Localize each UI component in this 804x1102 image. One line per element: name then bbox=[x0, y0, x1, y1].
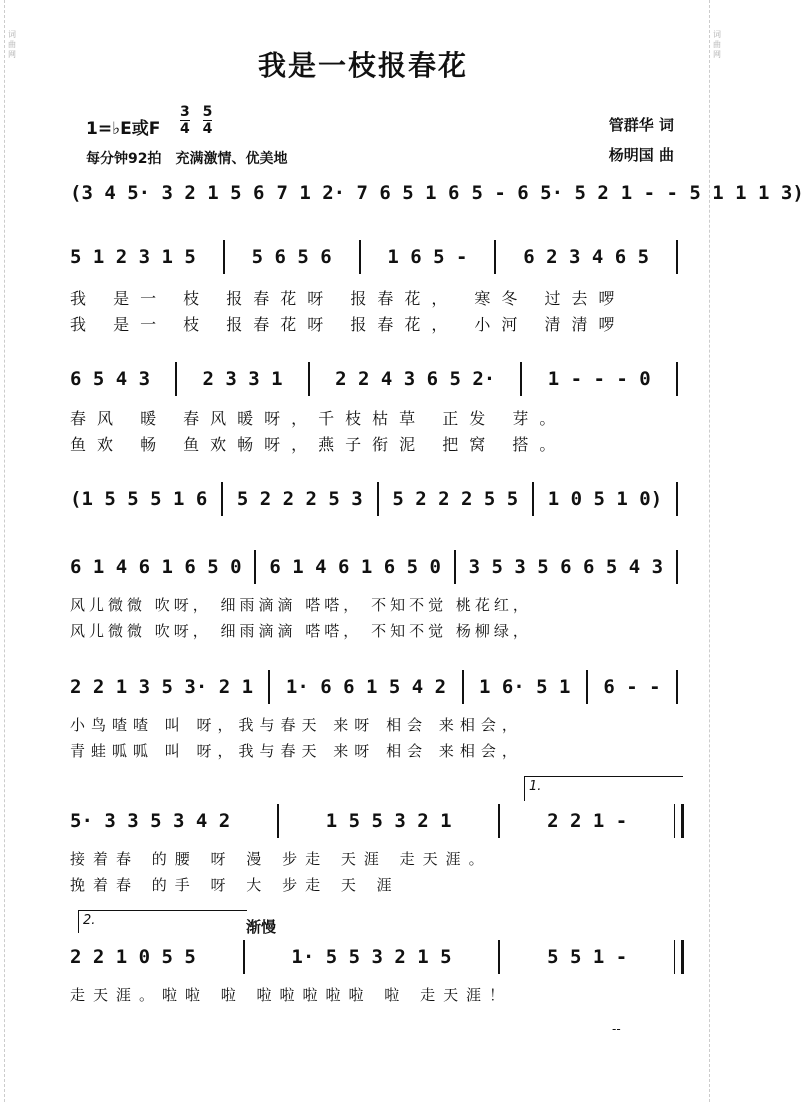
barline bbox=[254, 550, 256, 584]
ritardando-marking: 渐慢 bbox=[246, 918, 277, 936]
lyrics-row-3-verse-2: 鱼欢 畅 鱼欢畅呀，燕子衔泥 把窝 搭。 bbox=[70, 435, 567, 454]
barline bbox=[676, 482, 678, 516]
measure: 7 1 2· 7 6 5 1 6 bbox=[276, 182, 460, 204]
measure: 6 1 4 6 1 6 5 0 bbox=[70, 556, 242, 578]
score-row-5 bbox=[70, 550, 684, 584]
time-signature-2: $\frac{5}{4}$ bbox=[202, 104, 213, 137]
barline bbox=[221, 482, 223, 516]
measure: 6 1 4 6 1 6 5 0 bbox=[269, 556, 441, 578]
time-signature-1: $\frac{3}{4}$ bbox=[180, 104, 190, 137]
barline bbox=[454, 550, 456, 584]
barline bbox=[498, 804, 500, 838]
barline bbox=[243, 940, 245, 974]
barline bbox=[676, 240, 678, 274]
barline bbox=[359, 240, 361, 274]
barline bbox=[674, 804, 684, 838]
measure: 6 - - bbox=[603, 676, 661, 698]
barline bbox=[674, 940, 684, 974]
watermark-text: 词曲网 bbox=[713, 30, 721, 59]
lyrics-row-6-verse-1: 小鸟喳喳 叫 呀，我与春天 来呀 相会 来相会， bbox=[70, 716, 523, 734]
measure: 6 2 3 4 6 5 bbox=[523, 246, 650, 268]
measure: 1· 6 6 1 5 4 2 bbox=[285, 676, 447, 698]
watermark-text: 词曲网 bbox=[8, 30, 16, 59]
barline bbox=[532, 482, 534, 516]
barline bbox=[498, 940, 500, 974]
score-row-7 bbox=[70, 804, 684, 838]
lyrics-row-5-verse-1: 风儿微微 吹呀， 细雨滴滴 嗒嗒， 不知不觉 桃花红， bbox=[70, 596, 532, 614]
barline bbox=[676, 670, 678, 704]
barline bbox=[462, 670, 464, 704]
score-row-3 bbox=[70, 362, 684, 396]
barline bbox=[520, 362, 522, 396]
volta-second-ending: 2. bbox=[78, 910, 247, 933]
lyrics-row-8: 走天涯。啦啦 啦 啦啦啦啦啦 啦 走天涯！ bbox=[70, 986, 513, 1004]
score-row-4 bbox=[70, 482, 684, 516]
barline bbox=[494, 240, 496, 274]
measure: 5 6 5 6 bbox=[251, 246, 332, 268]
barline bbox=[223, 240, 225, 274]
measure: 2 3 3 1 bbox=[202, 368, 283, 390]
measure: 5 2 2 2 5 3 bbox=[236, 488, 363, 510]
watermark-right bbox=[709, 0, 724, 1102]
measure: 1 - - 5 1 1 1 3) bbox=[620, 182, 804, 204]
measure: 5 - 6 5· 5 2 bbox=[471, 182, 609, 204]
watermark-left bbox=[4, 0, 19, 1102]
composer-credit: 杨明国 曲 bbox=[608, 146, 674, 164]
barline bbox=[676, 362, 678, 396]
measure: (1 5 5 5 1 6 bbox=[70, 488, 208, 510]
barline bbox=[308, 362, 310, 396]
measure: 2 2 1 0 5 5 bbox=[70, 946, 196, 968]
measure: 5 5 1 - bbox=[547, 946, 628, 968]
measure: 1· 5 5 3 2 1 5 bbox=[291, 946, 452, 968]
song-title: 我是一枝报春花 bbox=[257, 49, 468, 82]
barline bbox=[175, 362, 177, 396]
tempo-marking: 每分钟92拍 充满激情、优美地 bbox=[86, 151, 288, 167]
lyrics-row-3-verse-1: 春风 暖 春风暖呀，千枝枯草 正发 芽。 bbox=[70, 409, 567, 428]
volta-first-ending: 1. bbox=[524, 776, 683, 801]
measure: 2 2 1 - bbox=[547, 810, 628, 832]
key-signature: 1=♭E或F bbox=[86, 119, 161, 139]
score-row-6 bbox=[70, 670, 684, 704]
measure: 1 5 5 3 2 1 bbox=[325, 810, 452, 832]
barline bbox=[277, 804, 279, 838]
measure: (3 4 5· 3 2 1 5 6 bbox=[70, 182, 265, 204]
barline bbox=[268, 670, 270, 704]
page-footer: -- bbox=[612, 1022, 621, 1036]
measure: 5· 3 3 5 3 4 2 bbox=[70, 810, 231, 832]
lyrics-row-5-verse-2: 风儿微微 吹呀， 细雨滴滴 嗒嗒， 不知不觉 杨柳绿， bbox=[70, 622, 532, 640]
barline bbox=[676, 550, 678, 584]
barline bbox=[586, 670, 588, 704]
lyrics-row-2-verse-1: 我 是一 枝 报春花呀 报春花， 寒冬 过去啰 bbox=[70, 289, 626, 308]
score-row-1 bbox=[70, 176, 804, 210]
measure: 1 - - - 0 bbox=[547, 368, 651, 390]
score-row-8 bbox=[70, 940, 684, 974]
measure: 1 6· 5 1 bbox=[478, 676, 571, 698]
barline bbox=[377, 482, 379, 516]
lyricist-credit: 管群华 词 bbox=[608, 116, 674, 134]
measure: 1 6 5 - bbox=[387, 246, 468, 268]
measure: 1 0 5 1 0) bbox=[547, 488, 663, 510]
measure: 5 2 2 2 5 5 bbox=[392, 488, 519, 510]
time-signatures bbox=[180, 104, 220, 137]
lyrics-row-6-verse-2: 青蛙呱呱 叫 呀，我与春天 来呀 相会 来相会， bbox=[70, 742, 523, 760]
measure: 2 2 4 3 6 5 2· bbox=[335, 368, 496, 390]
measure: 2 2 1 3 5 3· 2 1 bbox=[70, 676, 254, 698]
measure: 5 1 2 3 1 5 bbox=[70, 246, 196, 268]
lyrics-row-7-verse-2: 挽着春 的手 呀 大 步走 天 涯 bbox=[70, 876, 400, 894]
measure: 3 5 3 5 6 6 5 4 3 bbox=[468, 556, 664, 578]
lyrics-row-2-verse-2: 我 是一 枝 报春花呀 报春花， 小河 清清啰 bbox=[70, 315, 626, 334]
measure: 6 5 4 3 bbox=[70, 368, 151, 390]
lyrics-row-7-verse-1: 接着春 的腰 呀 漫 步走 天涯 走天涯。 bbox=[70, 850, 492, 868]
score-row-2 bbox=[70, 240, 684, 274]
